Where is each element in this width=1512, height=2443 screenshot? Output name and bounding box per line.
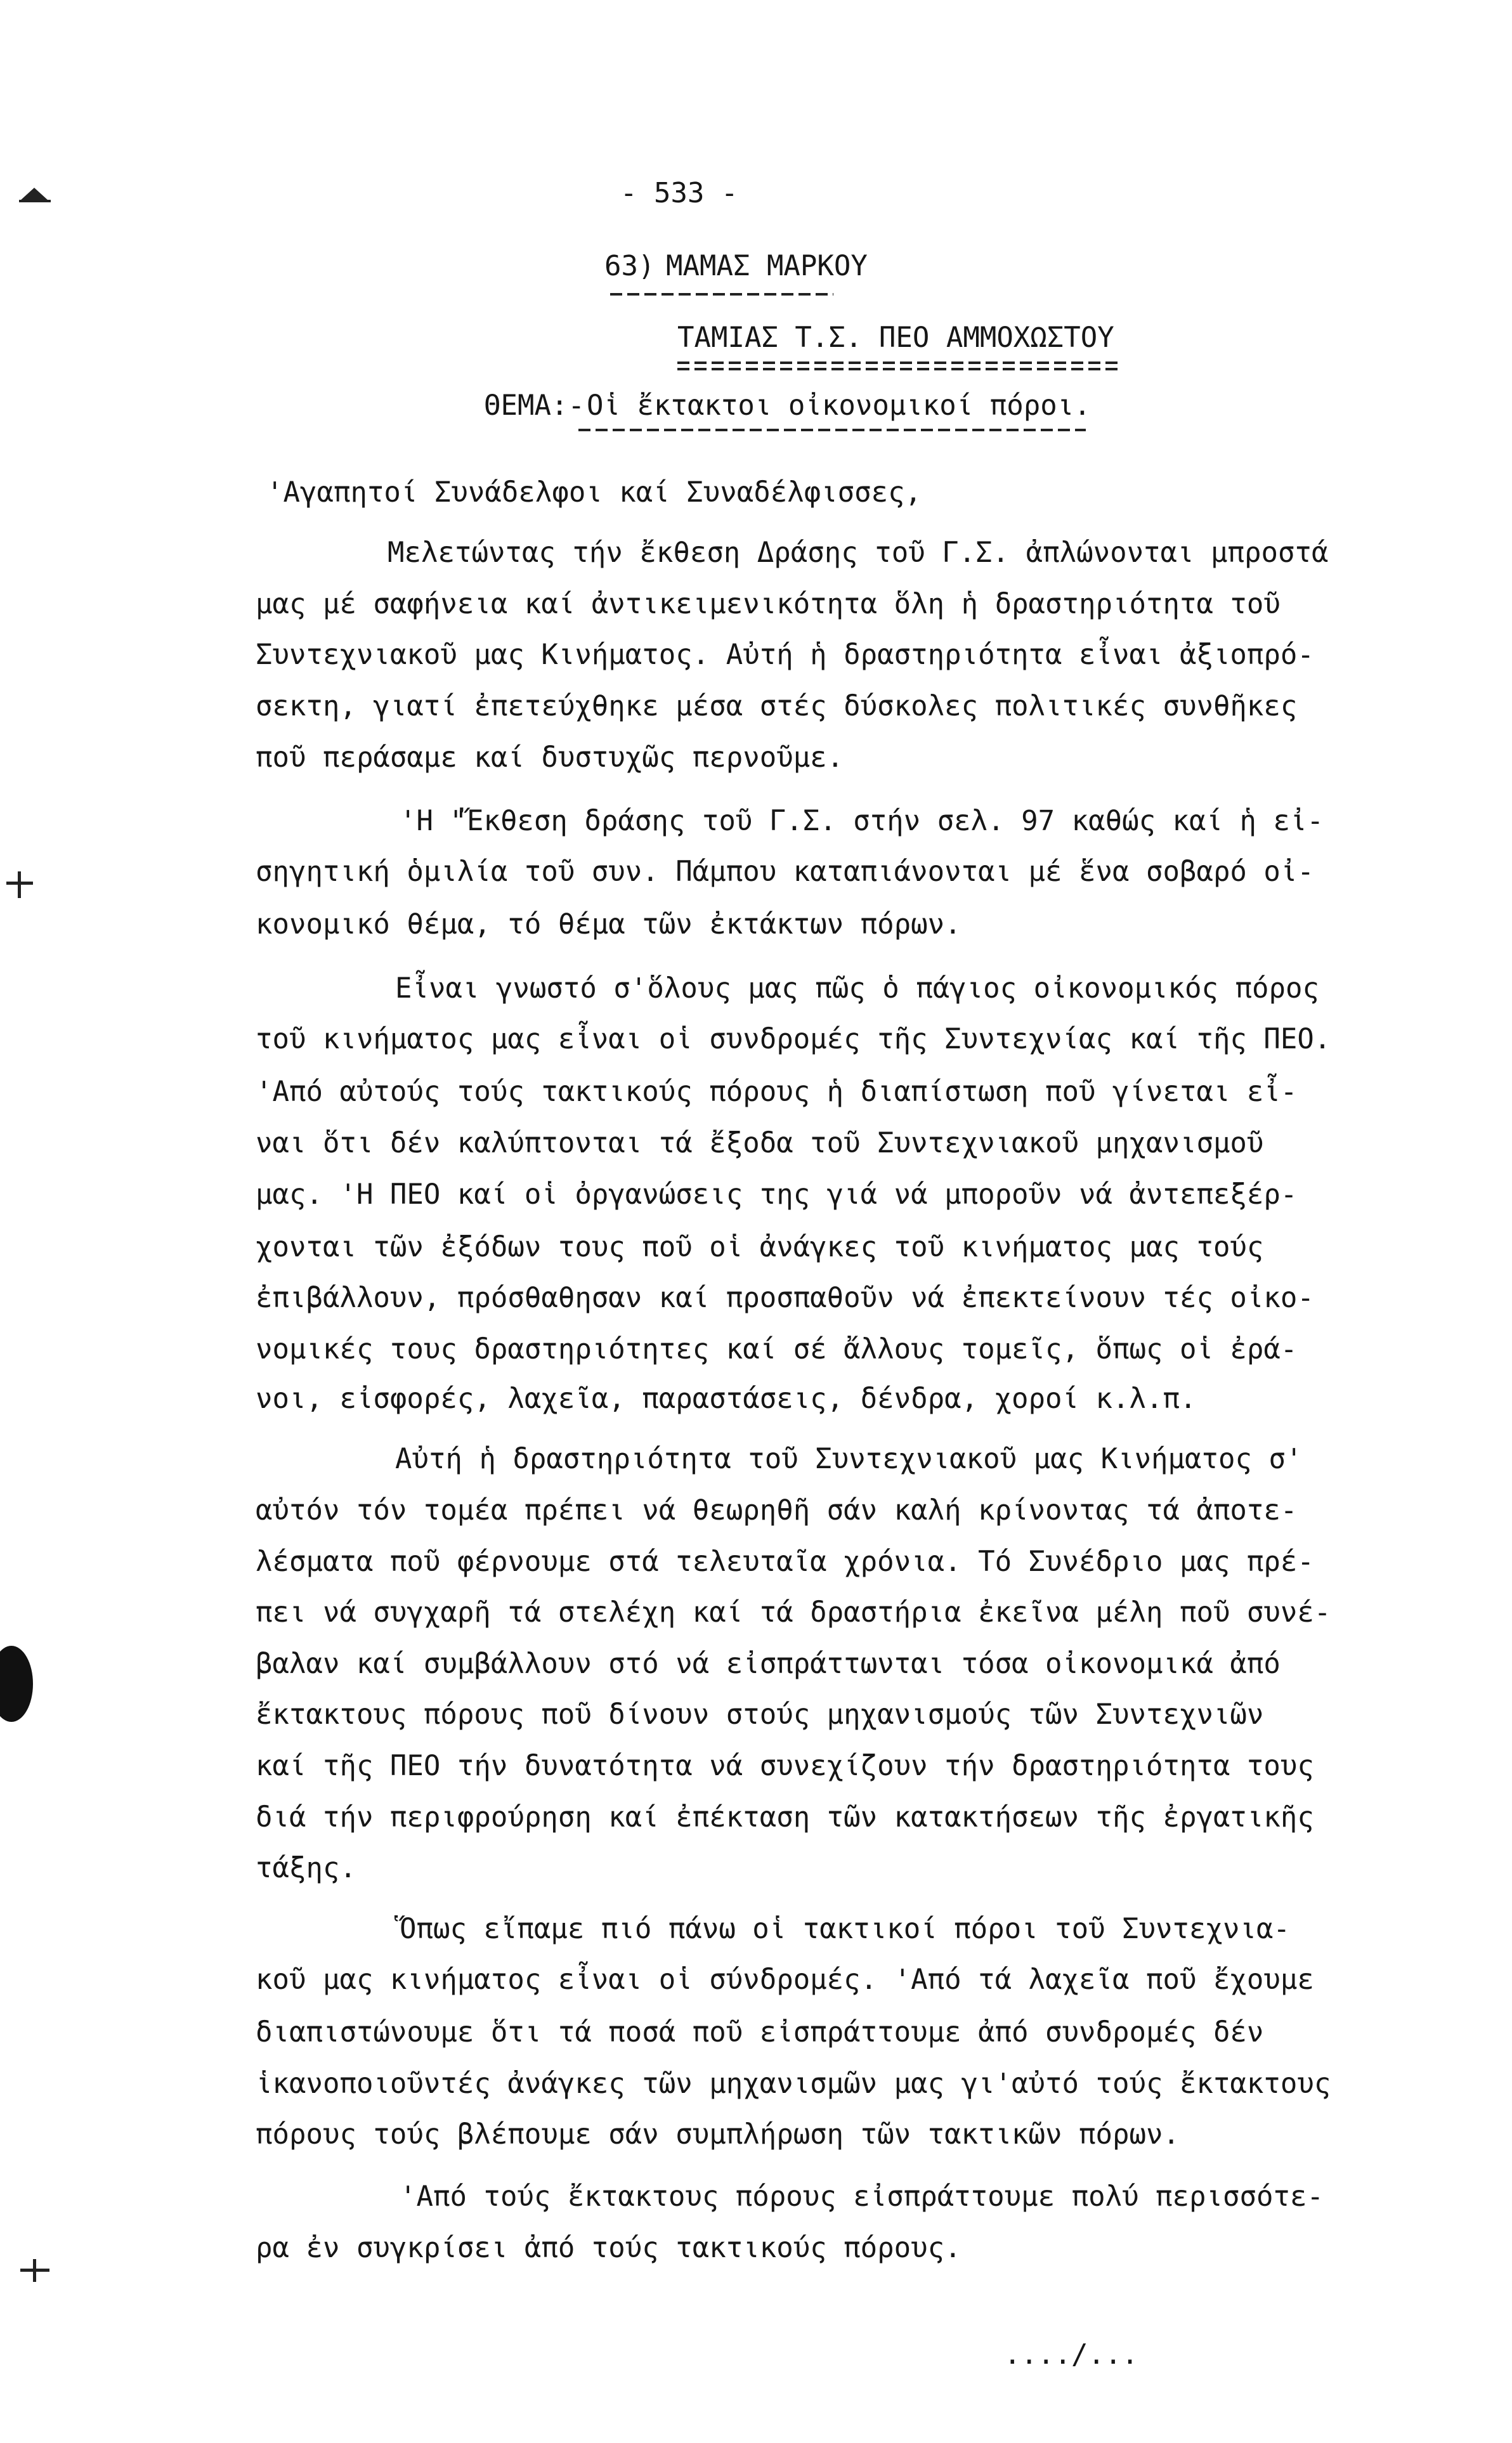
text-line: λέσματα ποῦ φέρνουμε στά τελευταῖα χρόνια. Τό Συνέδριο μας πρέ- xyxy=(256,1546,1314,1578)
text-line: ἔκτακτους πόρους ποῦ δίνουν στούς μηχανισμούς τῶν Συντεχνιῶν xyxy=(256,1698,1264,1731)
text-line: Εἶναι γνωστό σ'ὅλους μας πῶς ὁ πάγιος οἰκονομικός πόρος xyxy=(395,972,1319,1005)
ink-blot xyxy=(0,1639,38,1728)
page-number: - 533 - xyxy=(620,177,738,209)
speaker-number: 63) xyxy=(604,250,655,282)
continuation-marker: ..../... xyxy=(1004,2338,1138,2371)
text-line: πόρους τούς βλέπουμε σάν συμπλήρωση τῶν τακτικῶν πόρων. xyxy=(256,2118,1180,2151)
text-line: πει νά συγχαρῆ τά στελέχη καί τά δραστήρια ἐκεῖνα μέλη ποῦ συνέ- xyxy=(256,1596,1331,1629)
text-line: σηγητική ὁμιλία τοῦ συν. Πάμπου καταπιάνονται μέ ἕνα σοβαρό οἰ- xyxy=(256,856,1314,888)
speaker-name-underline xyxy=(610,293,833,296)
text-line: Ὅπως εἴπαμε πιό πάνω οἱ τακτικοί πόροι τοῦ Συντεχνια- xyxy=(400,1913,1290,1945)
text-line: βαλαν καί συμβάλλουν στό νά εἰσπράττωνται τόσα οἰκονομικά ἀπό xyxy=(256,1648,1281,1680)
text-line: τάξης. xyxy=(256,1852,356,1884)
margin-arrow-mark xyxy=(19,184,51,205)
text-line: Συντεχνιακοῦ μας Κινήματος. Αὐτή ἡ δραστηριότητα εἶναι ἀξιοπρό- xyxy=(256,639,1314,671)
text-line: 'Από αὐτούς τούς τακτικούς πόρους ἡ διαπίστωση ποῦ γίνεται εἶ- xyxy=(256,1076,1298,1108)
text-line: μας. 'Η ΠΕΟ καί οἱ ὀργανώσεις της γιά νά μποροῦν νά ἀντεπεξέρ- xyxy=(256,1178,1298,1211)
text-line: διά τήν περιφρούρηση καί ἐπέκταση τῶν κατακτήσεων τῆς ἐργατικῆς xyxy=(256,1801,1314,1834)
text-line: Μελετώντας τήν ἔκθεση Δράσης τοῦ Γ.Σ. ἀπλώνονται μπροστά xyxy=(388,537,1329,569)
text-line: 'Από τούς ἔκτακτους πόρους εἰσπράττουμε πολύ περισσότε- xyxy=(400,2180,1324,2213)
text-line: ποῦ περάσαμε καί δυστυχῶς περνοῦμε. xyxy=(256,741,844,774)
text-line: διαπιστώνουμε ὅτι τά ποσά ποῦ εἰσπράττουμε ἀπό συνδρομές δέν xyxy=(256,2016,1264,2049)
speaker-role: ΤΑΜΙΑΣ Τ.Σ. ΠΕΟ ΑΜΜΟΧΩΣΤΟΥ xyxy=(677,322,1114,354)
subject-underline xyxy=(578,429,1086,431)
speaker-role-underline xyxy=(677,362,1121,364)
text-line: ρα ἐν συγκρίσει ἀπό τούς τακτικούς πόρους. xyxy=(256,2232,961,2264)
text-line: Αὐτή ἡ δραστηριότητα τοῦ Συντεχνιακοῦ μας Κινήματος σ' xyxy=(395,1443,1303,1475)
text-line: μας μέ σαφήνεια καί ἀντικειμενικότητα ὅλη ἡ δραστηριότητα τοῦ xyxy=(256,588,1281,620)
text-line: σεκτη, γιατί ἐπετεύχθηκε μέσα στές δύσκολες πολιτικές συνθῆκες xyxy=(256,690,1298,722)
subject-title: Οἱ ἔκτακτοι οἰκονομικοί πόροι. xyxy=(587,389,1091,422)
text-line: νοι, εἰσφορές, λαχεῖα, παραστάσεις, δένδρα, χοροί κ.λ.π. xyxy=(256,1383,1197,1415)
text-line: ἱκανοποιοῦντές ἀνάγκες τῶν μηχανισμῶν μας γι'αὐτό τούς ἔκτακτους xyxy=(256,2068,1331,2100)
margin-cross-mark xyxy=(4,869,36,901)
text-line: 'Η "Ἔκθεση δράσης τοῦ Γ.Σ. στήν σελ. 97 καθώς καί ἡ εἰ- xyxy=(400,805,1324,837)
margin-cross-mark xyxy=(19,2258,51,2283)
text-line: καί τῆς ΠΕΟ τήν δυνατότητα νά συνεχίζουν τήν δραστηριότητα τους xyxy=(256,1750,1314,1782)
text-line: ἐπιβάλλουν, πρόσθαθησαν καί προσπαθοῦν νά ἐπεκτείνουν τές οἰκο- xyxy=(256,1282,1314,1314)
speaker-name: ΜΑΜΑΣ ΜΑΡΚΟΥ xyxy=(666,250,868,282)
text-line: νομικές τους δραστηριότητες καί σέ ἄλλους τομεῖς, ὅπως οἱ ἐρά- xyxy=(256,1333,1298,1365)
text-line: χονται τῶν ἐξόδων τους ποῦ οἱ ἀνάγκες τοῦ κινήματος μας τούς xyxy=(256,1231,1264,1263)
subject-label: ΘΕΜΑ:- xyxy=(484,389,585,422)
text-line: κοῦ μας κινήματος εἶναι οἱ σύνδρομές. 'Από τά λαχεῖα ποῦ ἔχουμε xyxy=(256,1964,1314,1996)
speaker-role-underline xyxy=(677,368,1121,370)
text-line: κονομικό θέμα, τό θέμα τῶν ἐκτάκτων πόρων. xyxy=(256,908,961,941)
text-line: τοῦ κινήματος μας εἶναι οἱ συνδρομές τῆς Συντεχνίας καί τῆς ΠΕΟ. xyxy=(256,1023,1331,1055)
salutation: 'Αγαπητοί Συνάδελφοι καί Συναδέλφισσες, xyxy=(266,476,922,509)
text-line: ναι ὅτι δέν καλύπτονται τά ἔξοδα τοῦ Συντεχνιακοῦ μηχανισμοῦ xyxy=(256,1127,1264,1159)
text-line: αὐτόν τόν τομέα πρέπει νά θεωρηθῆ σάν καλή κρίνοντας τά ἀποτε- xyxy=(256,1494,1298,1527)
